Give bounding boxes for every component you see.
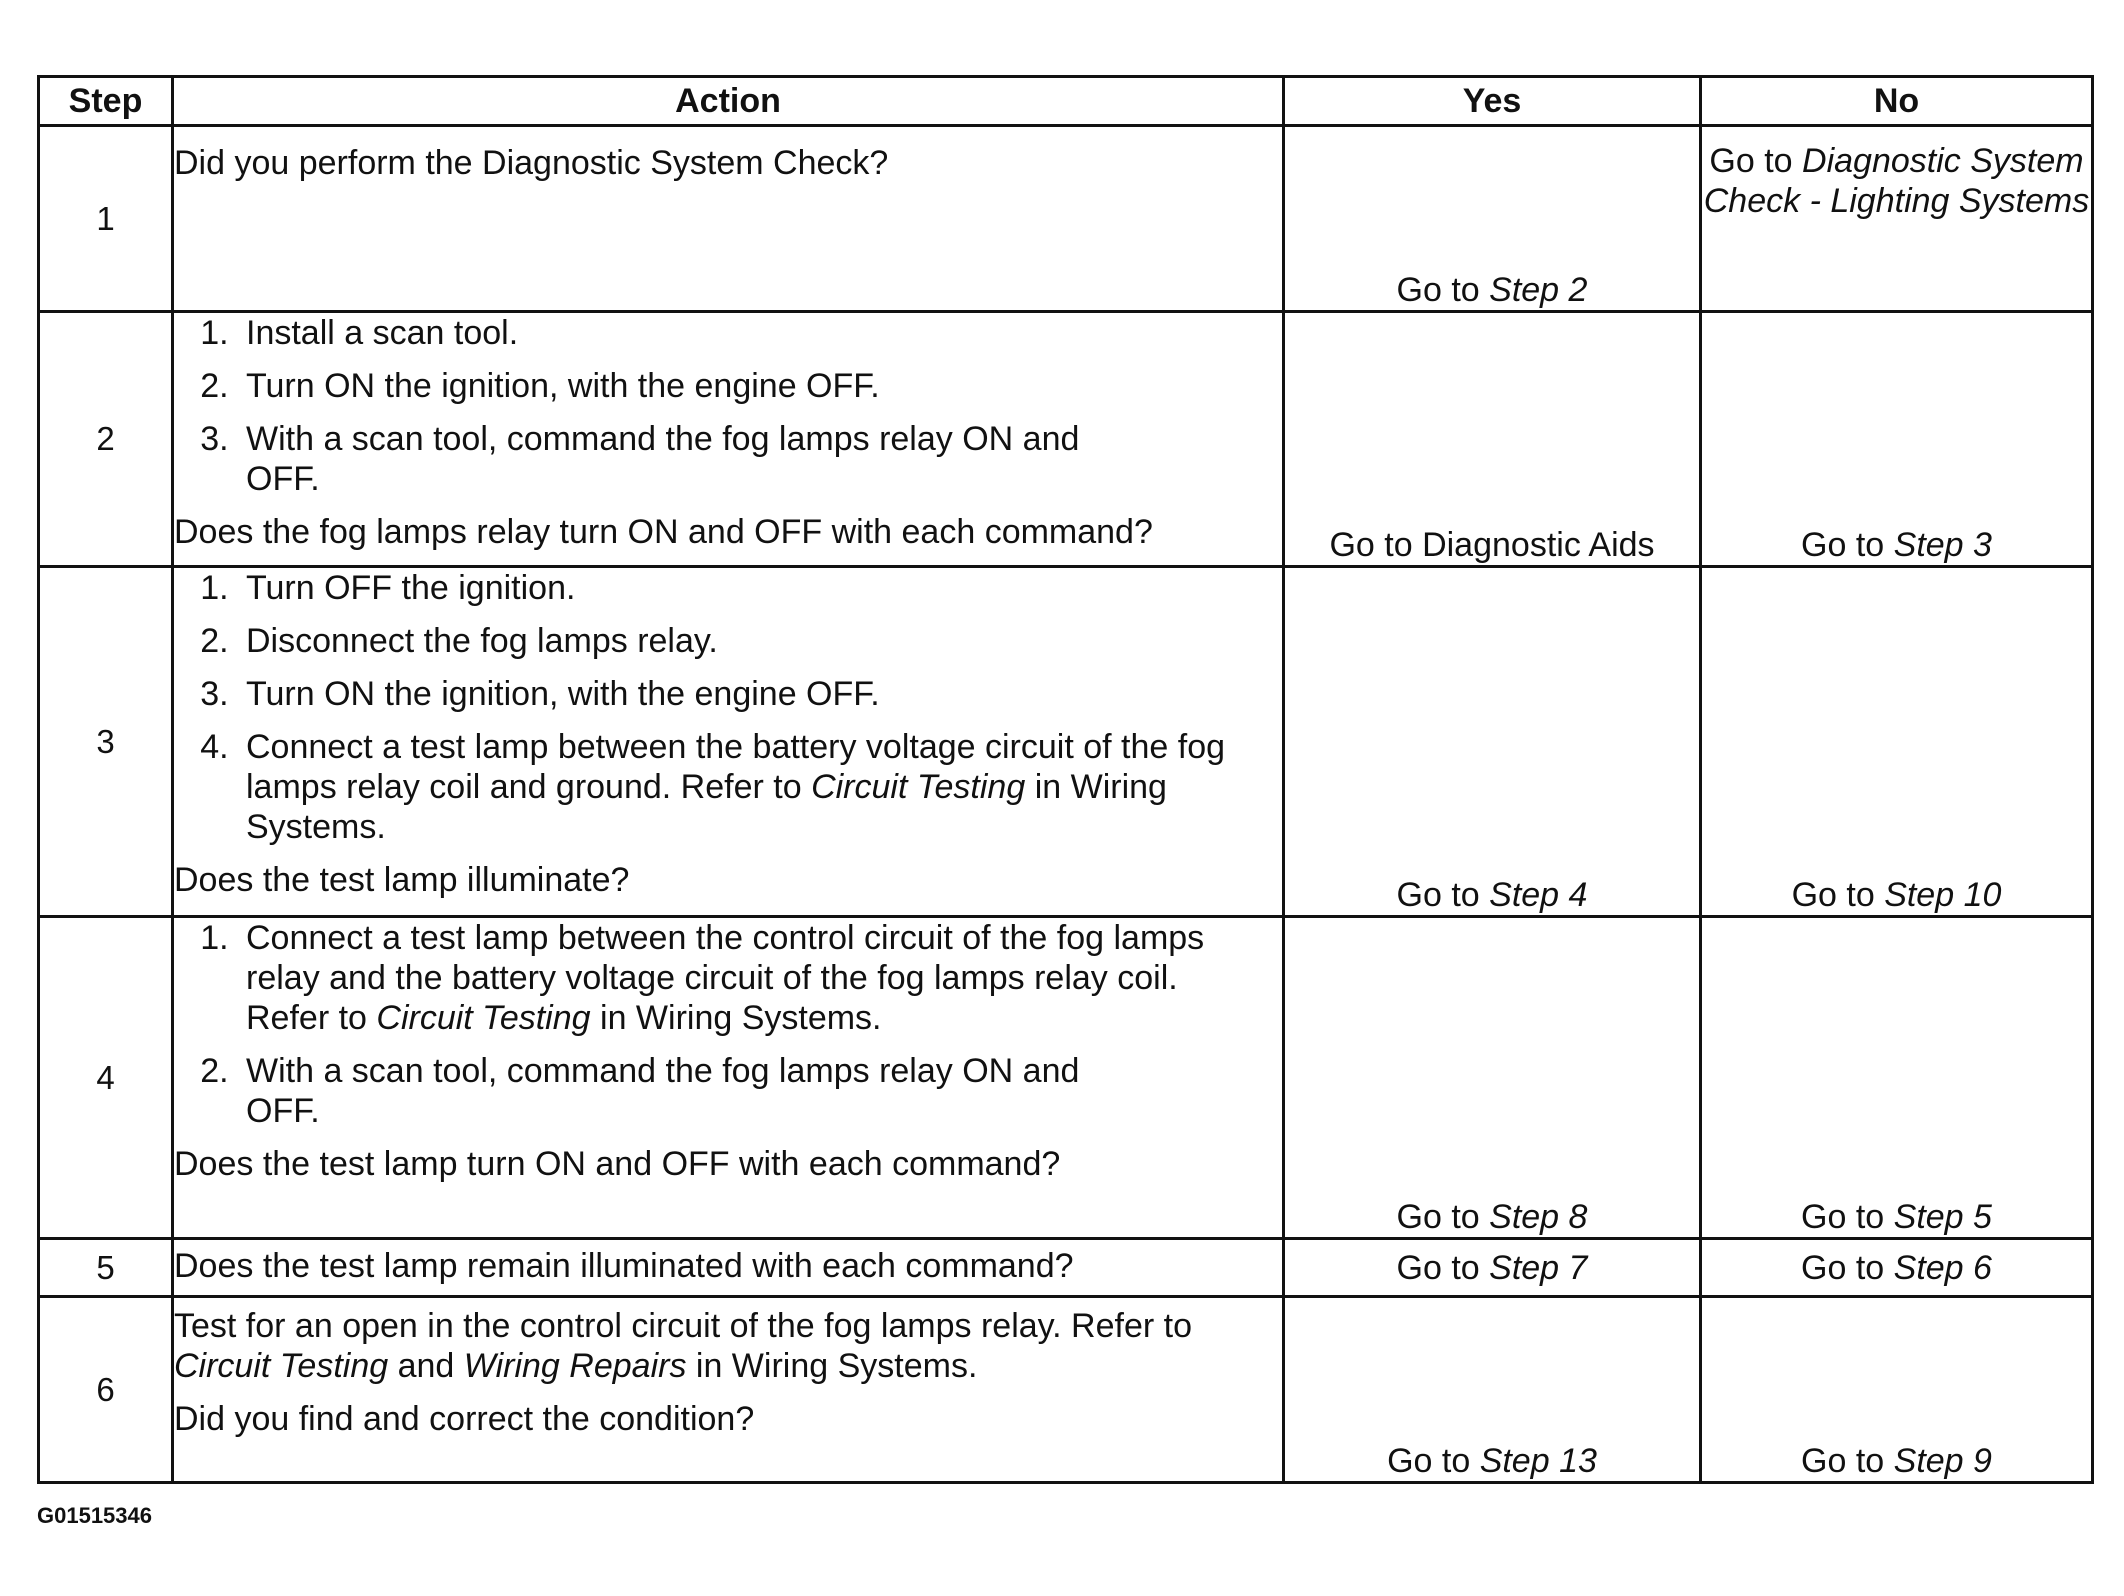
action-text: in Wiring Systems. — [246, 768, 1167, 846]
action-step-item — [238, 727, 1282, 847]
yes-step-ref: Step 8 — [1489, 1198, 1588, 1236]
action-text: Connect a test lamp between the battery voltage circuit of the fog lamps relay coil and ground. Refer to — [246, 728, 1226, 806]
action-text: Test for an open in the control circuit of the fog lamps relay. Refer to — [174, 1307, 1192, 1345]
yes-prefix: Go to — [1396, 1198, 1490, 1236]
table-row-step-1 — [39, 126, 2093, 312]
step-number: 4 — [39, 917, 173, 1239]
header-row — [39, 77, 2093, 126]
action-text: in Wiring Systems. — [686, 1347, 978, 1385]
no-cell — [1701, 1239, 2093, 1297]
action-cell — [173, 567, 1284, 917]
yes-cell — [1284, 917, 1701, 1239]
yes-prefix: Go to — [1387, 1442, 1480, 1480]
wiring-repairs-ref: Wiring Repairs — [463, 1347, 687, 1385]
no-prefix: Go to — [1801, 1198, 1894, 1236]
action-cell — [173, 1239, 1284, 1297]
step-number: 6 — [39, 1297, 173, 1483]
action-cell — [173, 312, 1284, 567]
no-step-ref: Step 3 — [1893, 526, 1992, 564]
action-question: Does the test lamp turn ON and OFF with each command? — [174, 1145, 1061, 1183]
diagnostic-table — [37, 75, 2094, 1484]
action-step-item: 2. Turn ON the ignition, with the engine OFF. — [238, 366, 1282, 406]
action-step-item: 2. Disconnect the fog lamps relay. — [238, 621, 1282, 661]
header-step: Step — [39, 77, 173, 126]
action-text: Connect a test lamp between the control circuit of the fog lamps relay and the battery voltage circuit of the fog lamps relay coil. Refer to — [246, 919, 1205, 1037]
action-step-item — [238, 918, 1282, 1038]
action-question: Does the fog lamps relay turn ON and OFF with each command? — [174, 513, 1153, 551]
no-step-ref: Step 10 — [1884, 876, 2002, 914]
circuit-testing-ref: Circuit Testing — [174, 1347, 389, 1385]
no-step-ref: Diagnostic System Check - Lighting Systems — [1703, 142, 2090, 220]
action-question: Did you perform the Diagnostic System Check? — [174, 144, 889, 182]
action-cell — [173, 1297, 1284, 1483]
table-row-step-4 — [39, 917, 2093, 1239]
no-step-ref: Step 5 — [1893, 1198, 1992, 1236]
no-step-ref: Step 9 — [1893, 1442, 1992, 1480]
yes-cell — [1284, 126, 1701, 312]
action-question: Did you find and correct the condition? — [174, 1400, 755, 1438]
action-question: Does the test lamp illuminate? — [174, 861, 630, 899]
yes-prefix: Go to — [1396, 271, 1490, 309]
no-step-ref: Step 6 — [1893, 1248, 1992, 1287]
circuit-testing-ref: Circuit Testing — [376, 999, 591, 1037]
figure-id: G01515346 — [37, 1503, 152, 1528]
action-step-item: 3. With a scan tool, command the fog lamps relay ON and OFF. — [238, 419, 1282, 499]
table-row-step-3 — [39, 567, 2093, 917]
action-step-item: 1. Turn OFF the ignition. — [238, 568, 1282, 608]
step-number: 2 — [39, 312, 173, 567]
action-steps-list — [174, 313, 1282, 499]
yes-step-ref: Step 4 — [1489, 876, 1588, 914]
yes-text: Go to Diagnostic Aids — [1329, 526, 1655, 564]
no-prefix: Go to — [1801, 1442, 1894, 1480]
action-text: in Wiring Systems. — [590, 999, 882, 1037]
table-row-step-5 — [39, 1239, 2093, 1297]
no-prefix: Go to — [1801, 526, 1894, 564]
yes-step-ref: Step 7 — [1489, 1248, 1588, 1287]
yes-cell — [1284, 567, 1701, 917]
action-cell — [173, 917, 1284, 1239]
action-steps-list — [174, 568, 1282, 847]
no-prefix: Go to — [1791, 876, 1885, 914]
no-cell — [1701, 917, 2093, 1239]
action-question: Does the test lamp remain illuminated with each command? — [174, 1247, 1074, 1285]
yes-cell — [1284, 1297, 1701, 1483]
no-cell — [1701, 567, 2093, 917]
yes-cell — [1284, 1239, 1701, 1297]
yes-cell — [1284, 312, 1701, 567]
yes-step-ref: Step 2 — [1489, 271, 1588, 309]
action-steps-list — [174, 918, 1282, 1131]
table-row-step-6 — [39, 1297, 2093, 1483]
no-prefix: Go to — [1801, 1248, 1894, 1287]
action-cell — [173, 126, 1284, 312]
action-text: and — [388, 1347, 464, 1385]
table-row-step-2 — [39, 312, 2093, 567]
action-step-item: 1. Install a scan tool. — [238, 313, 1282, 353]
step-number: 5 — [39, 1239, 173, 1297]
no-cell — [1701, 312, 2093, 567]
action-step-item: 2. With a scan tool, command the fog lamps relay ON and OFF. — [238, 1051, 1282, 1131]
yes-prefix: Go to — [1396, 876, 1490, 914]
yes-step-ref: Step 13 — [1479, 1442, 1597, 1480]
header-no: No — [1701, 77, 2093, 126]
step-number: 1 — [39, 126, 173, 312]
action-step-item: 3. Turn ON the ignition, with the engine OFF. — [238, 674, 1282, 714]
action-paragraph — [174, 1306, 1270, 1386]
step-number: 3 — [39, 567, 173, 917]
diagnostic-table-sheet — [37, 75, 2091, 1484]
circuit-testing-ref: Circuit Testing — [811, 768, 1026, 806]
header-yes: Yes — [1284, 77, 1701, 126]
no-cell — [1701, 1297, 2093, 1483]
header-action: Action — [173, 77, 1284, 126]
no-prefix: Go to — [1709, 142, 1803, 180]
no-cell — [1701, 126, 2093, 312]
yes-prefix: Go to — [1396, 1248, 1490, 1287]
